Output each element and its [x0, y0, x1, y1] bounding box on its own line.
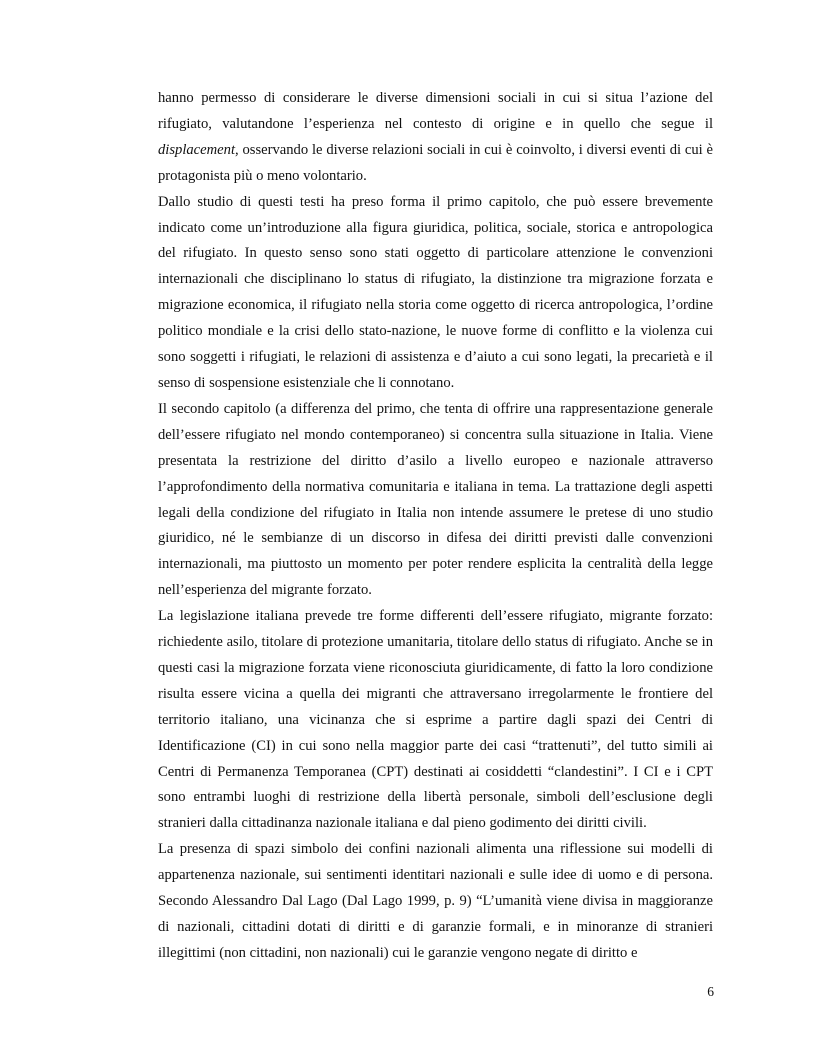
italic-term-displacement: displacement	[158, 141, 236, 158]
page-number: 6	[707, 984, 714, 999]
paragraph-5: La presenza di spazi simbolo dei confini nazionali alimenta una riflessione sui modelli di appartenenza nazionale, sui sentimenti identitari nazionali e sulle idee di uomo e di persona. Secondo Alessandro Dal Lago (Dal Lago 1999, p. 9) “L’umanità viene divisa in maggioranze di nazionali, cittadini dotati di diritti e di garanzie formali, e in minoranze di stranieri illegittimi (non cittadini, non nazionali) cui le garanzie vengono negate di diritto e	[158, 841, 713, 961]
paragraph-1-text-b: , osservando le diverse relazioni sociali in cui è coinvolto, i diversi eventi di cui è protagonista più o meno volontario.	[158, 141, 713, 184]
page-body	[158, 86, 713, 967]
paragraph-3: Il secondo capitolo (a differenza del primo, che tenta di offrire una rappresentazione generale dell’essere rifugiato nel mondo contemporaneo) si concentra sulla situazione in Italia. Viene presentata la restrizione del diritto d’asilo a livello europeo e nazionale attraverso l’approfondimento della normativa comunitaria e italiana in tema. La trattazione degli aspetti legali della condizione del rifugiato in Italia non intende assumere le pretese di uno studio giuridico, né le sembianze di un discorso in difesa dei diritti previsti dalle convenzioni internazionali, ma piuttosto un momento per poter rendere esplicita la centralità della legge nell’esperienza del migrante forzato.	[158, 400, 713, 599]
paragraph-1	[158, 86, 713, 190]
paragraph-2: Dallo studio di questi testi ha preso forma il primo capitolo, che può essere brevemente indicato come un’introduzione alla figura giuridica, politica, sociale, storica e antropologica del rifugiato. In questo senso sono stati oggetto di particolare attenzione le convenzioni internazionali che disciplinano lo status di rifugiato, la distinzione tra migrazione forzata e migrazione economica, il rifugiato nella storia come oggetto di ricerca antropologica, l’ordine politico mondiale e la crisi dello stato-nazione, le nuove forme di conflitto e la violenza cui sono soggetti i rifugiati, le relazioni di assistenza e d’aiuto a cui sono legati, la precarietà e il senso di sospensione esistenziale che li connotano.	[158, 193, 713, 391]
paragraph-1-text-a: hanno permesso di considerare le diverse dimensioni sociali in cui si situa l’azione del rifugiato, valutandone l’esperienza nel contesto di origine e in quello che segue il	[158, 90, 713, 132]
paragraph-4: La legislazione italiana prevede tre forme differenti dell’essere rifugiato, migrante forzato: richiedente asilo, titolare di protezione umanitaria, titolare dello status di rifugiato. Anche se in questi casi la migrazione forzata viene riconosciuta giuridicamente, di fatto la loro condizione risulta essere vicina a quella dei migranti che attraversano irregolarmente le frontiere del territorio italiano, una vicinanza che si esprime a partire dagli spazi dei Centri di Identificazione (CI) in cui sono nella maggior parte dei casi “trattenuti”, del tutto simili ai Centri di Permanenza Temporanea (CPT) destinati ai cosiddetti “clandestini”. I CI e i CPT sono entrambi luoghi di restrizione della libertà personale, simboli dell’esclusione degli stranieri dalla cittadinanza nazionale italiana e dal pieno godimento dei diritti civili.	[158, 608, 713, 832]
